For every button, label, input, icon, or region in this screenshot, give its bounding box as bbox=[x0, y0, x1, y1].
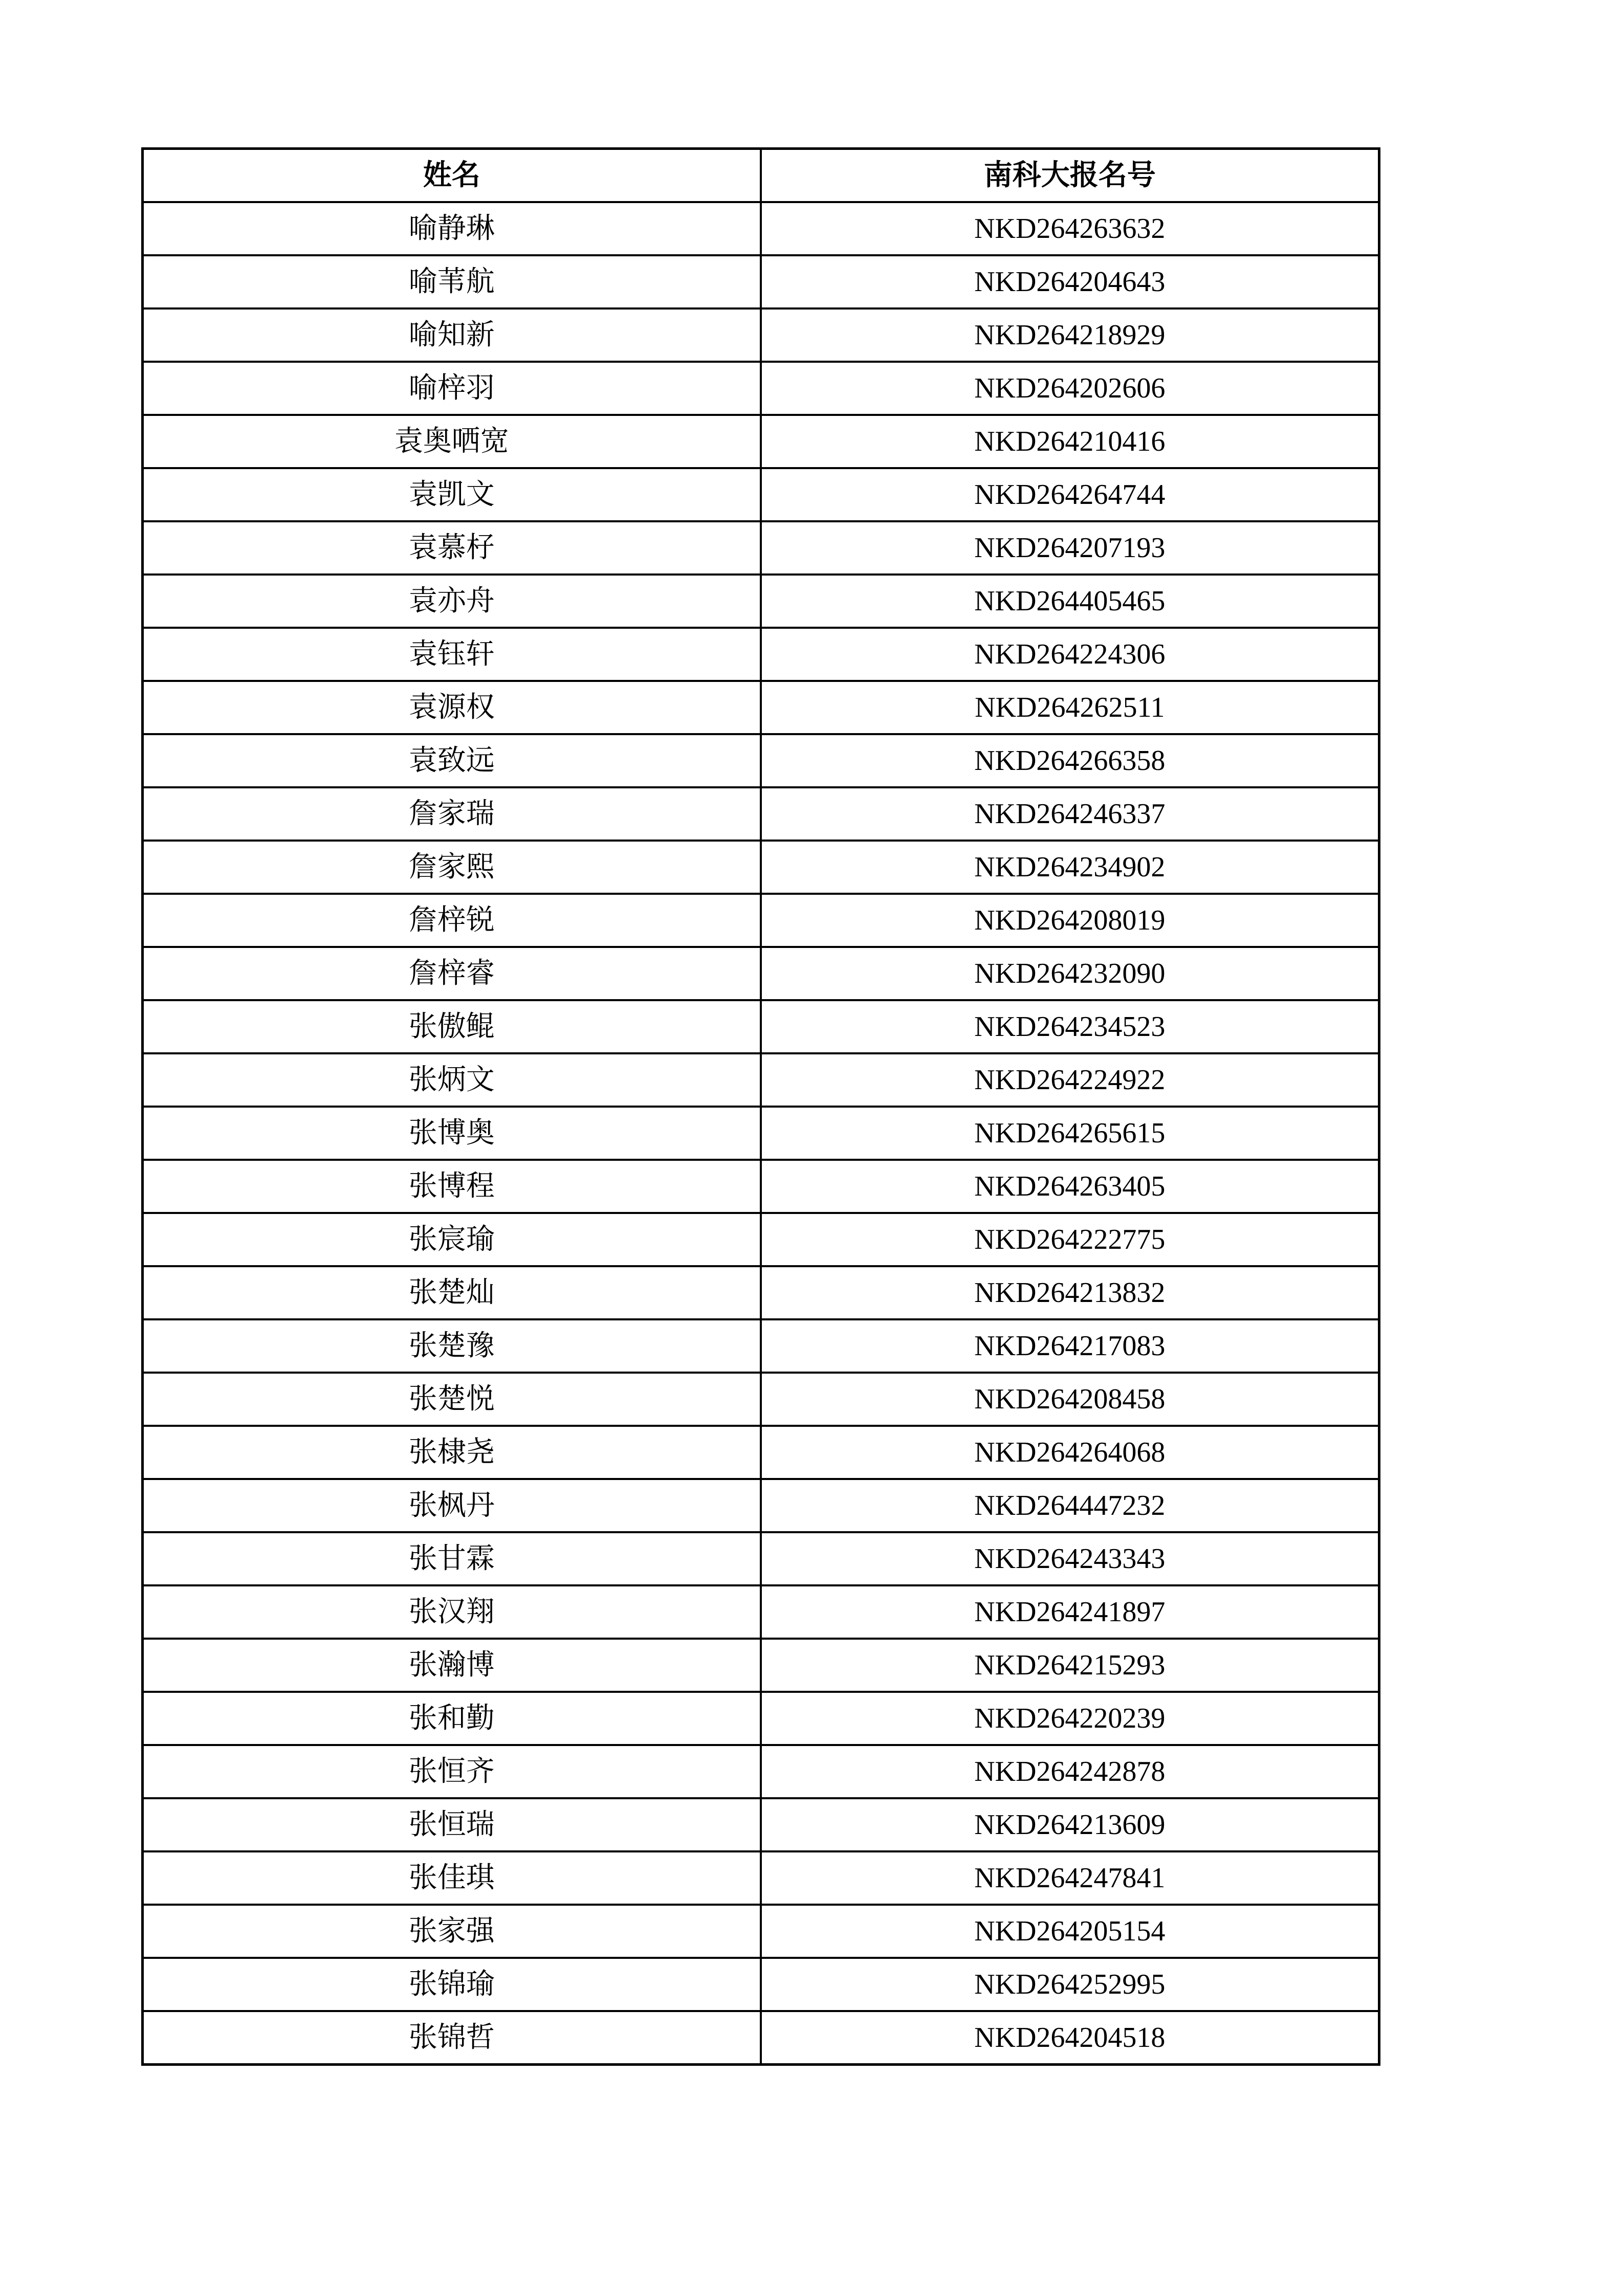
table-row bbox=[143, 787, 1379, 841]
table-row bbox=[143, 1692, 1379, 1745]
table-row bbox=[143, 1373, 1379, 1426]
cell-name: 张锦瑜 bbox=[143, 1958, 761, 2011]
table-row bbox=[143, 1851, 1379, 1905]
table-row bbox=[143, 202, 1379, 255]
table-row bbox=[143, 1160, 1379, 1213]
table-row bbox=[143, 2011, 1379, 2065]
table-row bbox=[143, 1905, 1379, 1958]
cell-name: 张楚悦 bbox=[143, 1373, 761, 1426]
cell-registration-no: NKD264266358 bbox=[761, 734, 1379, 787]
table-row bbox=[143, 1798, 1379, 1851]
cell-registration-no: NKD264232090 bbox=[761, 947, 1379, 1000]
cell-name: 袁钰轩 bbox=[143, 628, 761, 681]
table-row bbox=[143, 255, 1379, 308]
cell-name: 张傲鲲 bbox=[143, 1000, 761, 1053]
table-row bbox=[143, 1319, 1379, 1373]
table-row bbox=[143, 1426, 1379, 1479]
cell-name: 詹梓锐 bbox=[143, 894, 761, 947]
cell-registration-no: NKD264252995 bbox=[761, 1958, 1379, 2011]
cell-registration-no: NKD264243343 bbox=[761, 1532, 1379, 1585]
table-row bbox=[143, 628, 1379, 681]
table-row bbox=[143, 841, 1379, 894]
table-row bbox=[143, 734, 1379, 787]
cell-name: 张博奥 bbox=[143, 1107, 761, 1160]
cell-registration-no: NKD264246337 bbox=[761, 787, 1379, 841]
cell-registration-no: NKD264224922 bbox=[761, 1053, 1379, 1107]
header-name: 姓名 bbox=[143, 149, 761, 203]
table-row bbox=[143, 681, 1379, 734]
cell-registration-no: NKD264213609 bbox=[761, 1798, 1379, 1851]
table-row bbox=[143, 1213, 1379, 1266]
cell-name: 喻梓羽 bbox=[143, 362, 761, 415]
cell-name: 喻静琳 bbox=[143, 202, 761, 255]
cell-registration-no: NKD264213832 bbox=[761, 1266, 1379, 1319]
cell-registration-no: NKD264202606 bbox=[761, 362, 1379, 415]
registration-table bbox=[141, 147, 1380, 2066]
table-row bbox=[143, 1053, 1379, 1107]
cell-registration-no: NKD264224306 bbox=[761, 628, 1379, 681]
cell-registration-no: NKD264234902 bbox=[761, 841, 1379, 894]
cell-registration-no: NKD264234523 bbox=[761, 1000, 1379, 1053]
cell-name: 喻苇航 bbox=[143, 255, 761, 308]
cell-registration-no: NKD264204643 bbox=[761, 255, 1379, 308]
cell-registration-no: NKD264262511 bbox=[761, 681, 1379, 734]
cell-name: 张瀚博 bbox=[143, 1639, 761, 1692]
table-row bbox=[143, 415, 1379, 468]
cell-registration-no: NKD264207193 bbox=[761, 521, 1379, 575]
cell-registration-no: NKD264263405 bbox=[761, 1160, 1379, 1213]
cell-name: 袁源权 bbox=[143, 681, 761, 734]
cell-name: 张楚豫 bbox=[143, 1319, 761, 1373]
table-row bbox=[143, 1639, 1379, 1692]
table-row bbox=[143, 468, 1379, 521]
cell-name: 詹梓睿 bbox=[143, 947, 761, 1000]
cell-name: 张博程 bbox=[143, 1160, 761, 1213]
cell-registration-no: NKD264218929 bbox=[761, 308, 1379, 362]
cell-registration-no: NKD264264744 bbox=[761, 468, 1379, 521]
table-row bbox=[143, 1585, 1379, 1639]
cell-registration-no: NKD264264068 bbox=[761, 1426, 1379, 1479]
table-row bbox=[143, 1532, 1379, 1585]
cell-name: 袁慕杍 bbox=[143, 521, 761, 575]
cell-name: 张恒瑞 bbox=[143, 1798, 761, 1851]
cell-registration-no: NKD264241897 bbox=[761, 1585, 1379, 1639]
cell-name: 张棣尧 bbox=[143, 1426, 761, 1479]
cell-name: 袁奥哂宽 bbox=[143, 415, 761, 468]
cell-registration-no: NKD264247841 bbox=[761, 1851, 1379, 1905]
table-row bbox=[143, 362, 1379, 415]
cell-name: 张汉翔 bbox=[143, 1585, 761, 1639]
table-row bbox=[143, 308, 1379, 362]
cell-name: 张甘霖 bbox=[143, 1532, 761, 1585]
cell-registration-no: NKD264220239 bbox=[761, 1692, 1379, 1745]
cell-registration-no: NKD264215293 bbox=[761, 1639, 1379, 1692]
table-row bbox=[143, 1745, 1379, 1798]
cell-name: 袁致远 bbox=[143, 734, 761, 787]
cell-name: 张楚灿 bbox=[143, 1266, 761, 1319]
header-registration-no: 南科大报名号 bbox=[761, 149, 1379, 203]
cell-registration-no: NKD264265615 bbox=[761, 1107, 1379, 1160]
cell-registration-no: NKD264208458 bbox=[761, 1373, 1379, 1426]
cell-registration-no: NKD264242878 bbox=[761, 1745, 1379, 1798]
cell-registration-no: NKD264210416 bbox=[761, 415, 1379, 468]
table-row bbox=[143, 521, 1379, 575]
cell-name: 张宸瑜 bbox=[143, 1213, 761, 1266]
table-body bbox=[143, 202, 1379, 2065]
cell-registration-no: NKD264405465 bbox=[761, 575, 1379, 628]
cell-name: 袁亦舟 bbox=[143, 575, 761, 628]
cell-name: 张枫丹 bbox=[143, 1479, 761, 1532]
table-row bbox=[143, 1958, 1379, 2011]
cell-registration-no: NKD264263632 bbox=[761, 202, 1379, 255]
cell-name: 张炳文 bbox=[143, 1053, 761, 1107]
cell-registration-no: NKD264204518 bbox=[761, 2011, 1379, 2065]
table-row bbox=[143, 1266, 1379, 1319]
cell-name: 张佳琪 bbox=[143, 1851, 761, 1905]
table-row bbox=[143, 1479, 1379, 1532]
cell-registration-no: NKD264447232 bbox=[761, 1479, 1379, 1532]
cell-name: 张锦哲 bbox=[143, 2011, 761, 2065]
cell-name: 喻知新 bbox=[143, 308, 761, 362]
cell-name: 詹家熙 bbox=[143, 841, 761, 894]
cell-name: 张和勤 bbox=[143, 1692, 761, 1745]
cell-name: 张恒齐 bbox=[143, 1745, 761, 1798]
table-row bbox=[143, 894, 1379, 947]
cell-registration-no: NKD264208019 bbox=[761, 894, 1379, 947]
table-row bbox=[143, 1000, 1379, 1053]
cell-name: 詹家瑞 bbox=[143, 787, 761, 841]
table-row bbox=[143, 575, 1379, 628]
cell-registration-no: NKD264205154 bbox=[761, 1905, 1379, 1958]
header-row bbox=[143, 149, 1379, 203]
cell-name: 袁凯文 bbox=[143, 468, 761, 521]
cell-registration-no: NKD264222775 bbox=[761, 1213, 1379, 1266]
cell-registration-no: NKD264217083 bbox=[761, 1319, 1379, 1373]
table-row bbox=[143, 947, 1379, 1000]
cell-name: 张家强 bbox=[143, 1905, 761, 1958]
table-row bbox=[143, 1107, 1379, 1160]
